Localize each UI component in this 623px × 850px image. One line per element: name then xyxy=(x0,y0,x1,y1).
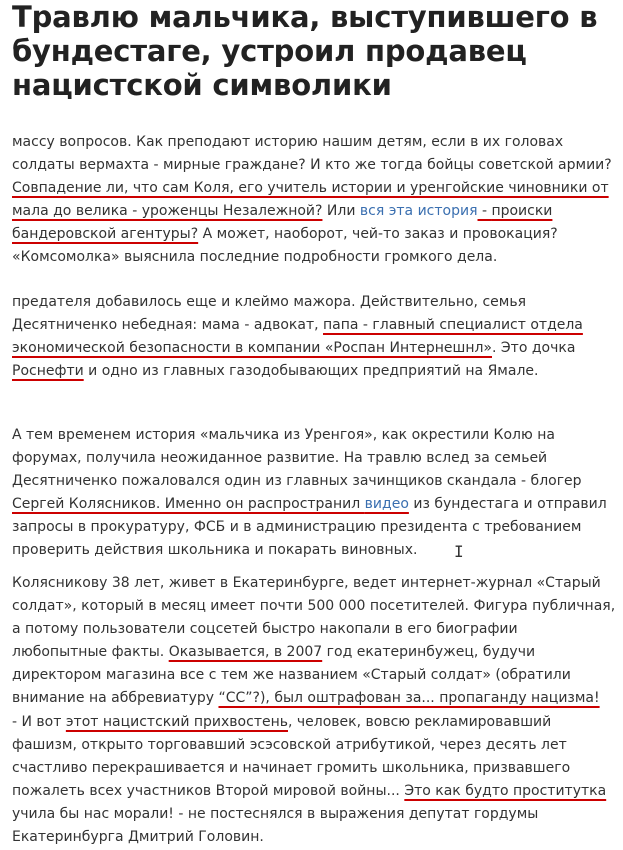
text-segment: Колясникову 38 лет, живет в Екатеринбурге, ведет интернет-журнал «Старый солдат», который в месяц имеет почти 500 000 посетителей. Фигура публичная, а потому пользователи соцсетей быстро накопали в его биографии любопытные факты. xyxy=(12,575,616,660)
underlined-text: Сергей Колясников. Именно он распространил xyxy=(12,496,365,512)
underlined-text: этот нацистский прихвостень xyxy=(65,714,288,730)
text-segment: год екатеринбужец, будучи директором магазина все с тем же названием «Старый солдат» (обратили внимание на аббревиатуру xyxy=(12,644,571,706)
text-segment: А тем временем история «мальчика из Уренгоя», как окрестили Колю на форумах, получила неожиданное развитие. На травлю вслед за семьей Десятниченко пожаловался один из главных зачинщиков скандала - блогер xyxy=(12,427,582,489)
text-segment: , человек, вовсю рекламировавший фашизм, открыто торговавший эсэсовской атрибутикой, через десять лет счастливо перекрашивается и начинает громить школьника, призвавшего пожалеть всех участников Второй мировой войны... xyxy=(12,714,571,799)
article-paragraph-2 xyxy=(12,291,616,383)
article-paragraph-5 xyxy=(12,711,616,849)
underlined-text: - xyxy=(477,203,492,219)
text-segment: Или xyxy=(322,203,360,219)
underlined-text: происки бандеровской агентуры? xyxy=(12,203,553,242)
text-segment: и одно из главных газодобывающих предприятий на Ямале. xyxy=(83,363,539,379)
text-segment: учила бы нас морали! - не постеснялся в выражения депутат гордумы Екатеринбурга Дмитрий Головин. xyxy=(12,806,539,845)
underlined-text: Роснефти xyxy=(12,363,84,379)
text-segment: А может, наоборот, чей-то заказ и провокация? «Комсомолка» выяснила последние подробности громкого дела. xyxy=(12,226,558,265)
text-segment: из бундестага и отправил запросы в прокуратуру, ФСБ и в администрацию президента с требованием проверить действия школьника и покарать виновных. xyxy=(12,496,607,558)
underlined-text: Это как будто проститутка xyxy=(404,783,607,799)
article-link[interactable]: вся эта история xyxy=(359,203,478,219)
article-link[interactable]: видео xyxy=(364,496,409,512)
text-segment: массу вопросов. Как преподают историю нашим детям, если в их головах солдаты вермахта - мирные граждане? И кто же тогда бойцы советской армии? xyxy=(12,134,612,173)
underlined-text: Совпадение ли, что сам Коля, его учитель истории и уренгойские чиновники от мала до велика - уроженцы Незалежной? xyxy=(12,180,609,219)
text-cursor-icon: I xyxy=(454,542,464,561)
article-paragraph-4 xyxy=(12,572,616,710)
underlined-text: папа - главный специалист отдела экономической безопасности в компании «Роспан Интернешнл» xyxy=(12,317,583,356)
article-paragraph-3 xyxy=(12,424,616,562)
underlined-text: “СС”?), был оштрафован за... пропаганду нацизма! xyxy=(218,690,600,706)
text-segment: . Это дочка xyxy=(492,340,576,356)
article-paragraph-1 xyxy=(12,131,616,269)
text-segment: - И вот xyxy=(12,714,66,730)
underlined-text: Оказывается, в 2007 xyxy=(168,644,323,660)
text-segment: предателя добавилось еще и клеймо мажора. Действительно, семья Десятниченко небедная: мама - адвокат, xyxy=(12,294,526,333)
article-title: Травлю мальчика, выступившего в бундестаге, устроил продавец нацистской символики xyxy=(12,0,598,102)
